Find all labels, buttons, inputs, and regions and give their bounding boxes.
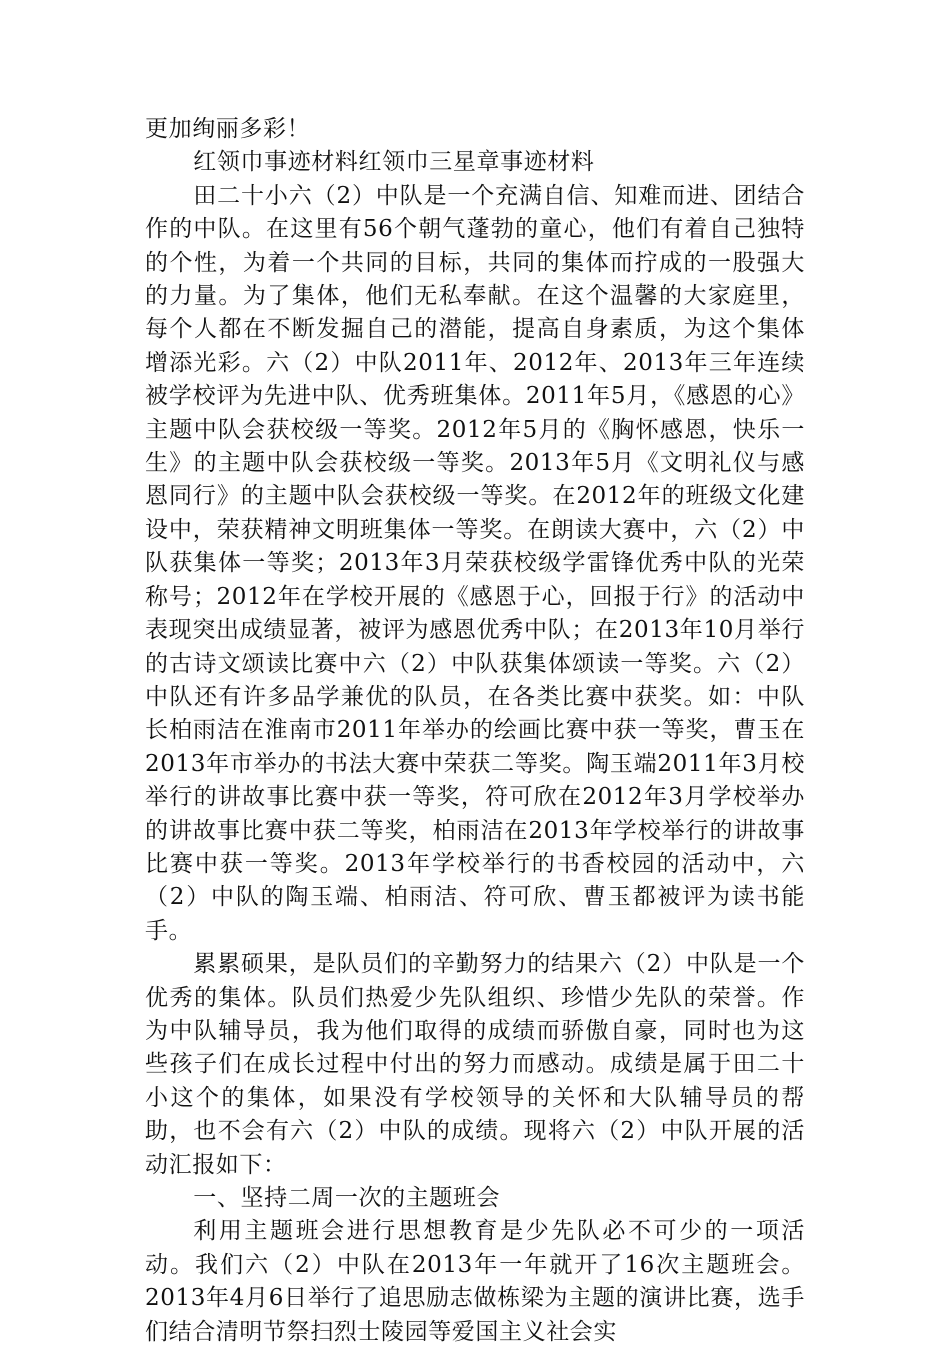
paragraph-title: 红领巾事迹材料红领巾三星章事迹材料	[193, 149, 595, 176]
paragraph-body-theme-meetings: 利用主题班会进行思想教育是少先队必不可少的一项活动。我们六（2）中队在2013年一年就开了16次主题班会。2013年4月6日举行了追思励志做栋梁为主题的演讲比赛，选手们结合清明节祭扫烈士陵园等爱国主义社会实	[145, 1218, 805, 1345]
paragraph-closing-line: 更加绚丽多彩！	[145, 116, 311, 142]
document-page	[145, 113, 805, 1349]
paragraph-body-summary: 累累硕果，是队员们的辛勤努力的结果六（2）中队是一个优秀的集体。队员们热爱少先队组织、珍惜少先队的荣誉。作为中队辅导员，我为他们取得的成绩而骄傲自豪，同时也为这些孩子们在成长过程中付出的努力而感动。成绩是属于田二十小这个的集体，如果没有学校领导的关怀和大队辅导员的帮助，也不会有六（2）中队的成绩。现将六（2）中队开展的活动汇报如下：	[145, 951, 805, 1178]
section-heading-theme-meetings: 一、坚持二周一次的主题班会	[193, 1185, 501, 1211]
paragraph-body-achievements: 田二十小六（2）中队是一个充满自信、知难而进、团结合作的中队。在这里有56个朝气蓬勃的童心，他们有着自己独特的个性，为着一个共同的目标，共同的集体而拧成的一股强大的力量。为了集体，他们无私奉献。在这个温馨的大家庭里，每个人都在不断发掘自己的潜能，提高自身素质，为这个集体增添光彩。六（2）中队2011年、2012年、2013年三年连续被学校评为先进中队、优秀班集体。2011年5月，《感恩的心》主题中队会获校级一等奖。2012年5月的《胸怀感恩，快乐一生》的主题中队会获校级一等奖。2013年5月《文明礼仪与感恩同行》的主题中队会获校级一等奖。在2012年的班级文化建设中，荣获精神文明班集体一等奖。在朗读大赛中，六（2）中队获集体一等奖；2013年3月荣获校级学雷锋优秀中队的光荣称号；2012年在学校开展的《感恩于心，回报于行》的活动中表现突出成绩显著，被评为感恩优秀中队；在2013年10月举行的古诗文颂读比赛中六（2）中队获集体颂读一等奖。六（2）中队还有许多品学兼优的队员，在各类比赛中获奖。如：中队长柏雨洁在淮南市2011年举办的绘画比赛中获一等奖，曹玉在2013年市举办的书法大赛中荣获二等奖。陶玉端2011年3月校举行的讲故事比赛中获一等奖，符可欣在2012年3月学校举办的讲故事比赛中获二等奖，柏雨洁在2013年学校举行的讲故事比赛中获一等奖。2013年学校举行的书香校园的活动中，六（2）中队的陶玉端、柏雨洁、符可欣、曹玉都被评为读书能手。	[145, 182, 805, 944]
